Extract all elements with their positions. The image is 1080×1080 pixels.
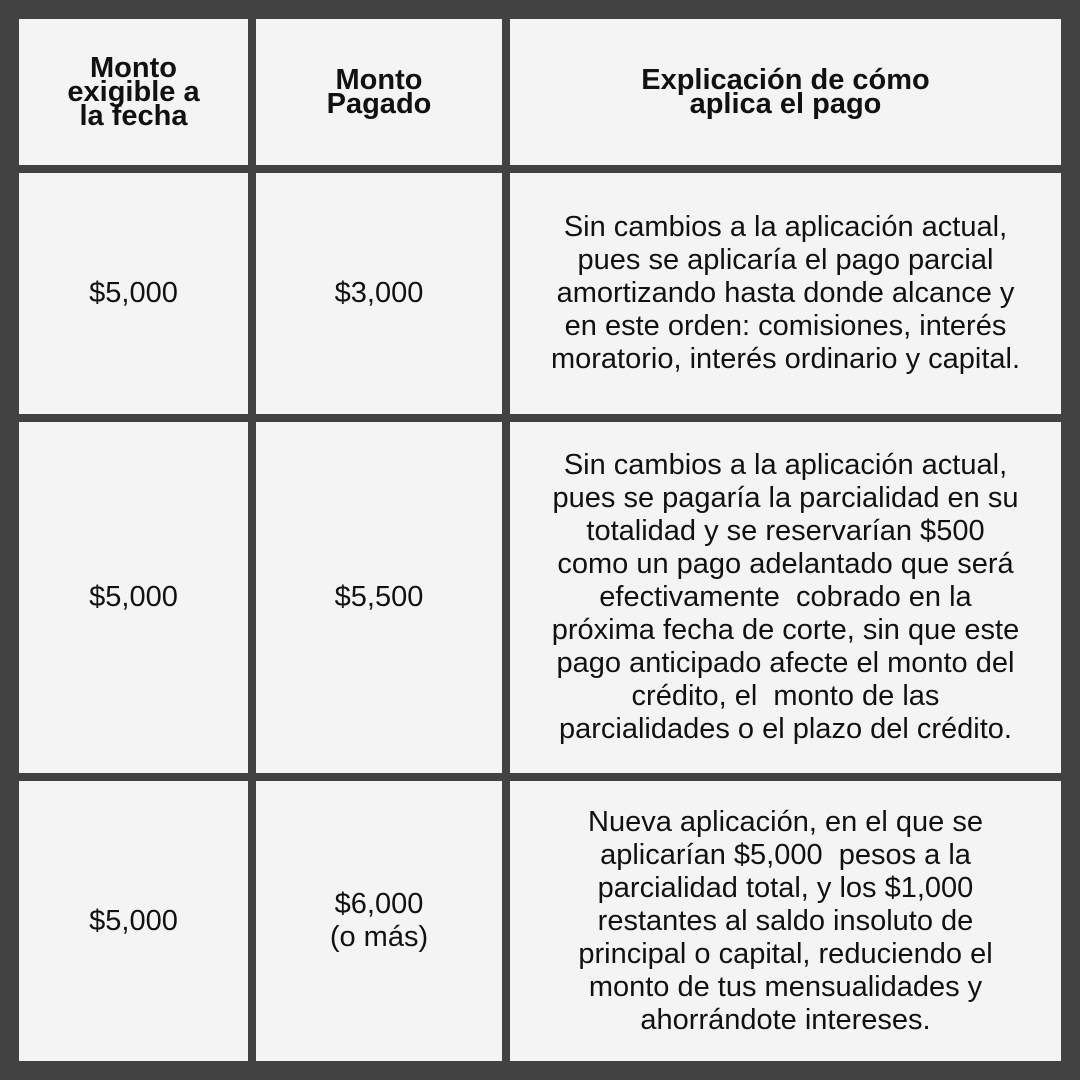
explanation-line: aplicarían $5,000 pesos a la (600, 838, 971, 871)
header-explicacion (510, 19, 1061, 165)
explanation-line: principal o capital, reduciendo el (578, 937, 993, 970)
amount-pagado-note: (o más) (329, 921, 429, 953)
explanation-line: parcialidad total, y los $1,000 (597, 871, 974, 904)
explanation-line: próxima fecha de corte, sin que este (551, 614, 1020, 646)
amount-pagado: $6,000 (334, 888, 424, 920)
table-cell-pagado (256, 173, 502, 414)
amount-exigible: $5,000 (89, 277, 178, 309)
explanation-line: como un pago adelantado que será (557, 548, 1014, 580)
header-line: Explicación de cómo (641, 64, 930, 96)
explanation-line: amortizando hasta donde alcance y (556, 277, 1015, 309)
header-line: Monto (90, 52, 177, 84)
explanation-line: crédito, el monto de las (631, 680, 940, 712)
explanation-line: ahorrándote intereses. (640, 1003, 931, 1036)
explanation-line: Sin cambios a la aplicación actual, (563, 449, 1008, 481)
explanation-line: Nueva aplicación, en el que se (588, 805, 983, 838)
explanation-line: moratorio, interés ordinario y capital. (550, 343, 1021, 375)
table-cell-exigible (19, 422, 248, 773)
header-line: Monto (335, 64, 423, 96)
explanation-line: monto de tus mensualidades y (588, 970, 983, 1003)
amount-exigible: $5,000 (89, 904, 178, 937)
table-cell-pagado (256, 422, 502, 773)
amount-pagado: $3,000 (334, 277, 424, 309)
table-cell-pagado (256, 781, 502, 1061)
header-line: la fecha (79, 100, 188, 132)
explanation-line: pago anticipado afecte el monto del (556, 647, 1015, 679)
explanation-line: Sin cambios a la aplicación actual, (563, 211, 1008, 243)
explanation-line: pues se aplicaría el pago parcial (577, 244, 994, 276)
explanation-line: parcialidades o el plazo del crédito. (558, 713, 1012, 745)
table-cell-explicacion (510, 422, 1061, 773)
header-line: aplica el pago (689, 88, 882, 120)
header-monto-pagado (256, 19, 502, 165)
explanation-line: en este orden: comisiones, interés (564, 310, 1007, 342)
header-line: Pagado (326, 88, 432, 120)
amount-exigible: $5,000 (89, 581, 178, 613)
explanation-line: totalidad y se reservarían $500 (586, 515, 985, 547)
explanation-line: efectivamente cobrado en la (599, 581, 972, 613)
header-line: exigible a (67, 76, 200, 108)
table-cell-exigible (19, 173, 248, 414)
amount-pagado: $5,500 (334, 581, 424, 613)
explanation-line: restantes al saldo insoluto de (597, 904, 974, 937)
table-cell-explicacion (510, 173, 1061, 414)
table-cell-explicacion (510, 781, 1061, 1061)
header-monto-exigible (19, 19, 248, 165)
explanation-line: pues se pagaría la parcialidad en su (552, 482, 1019, 514)
table-cell-exigible (19, 781, 248, 1061)
